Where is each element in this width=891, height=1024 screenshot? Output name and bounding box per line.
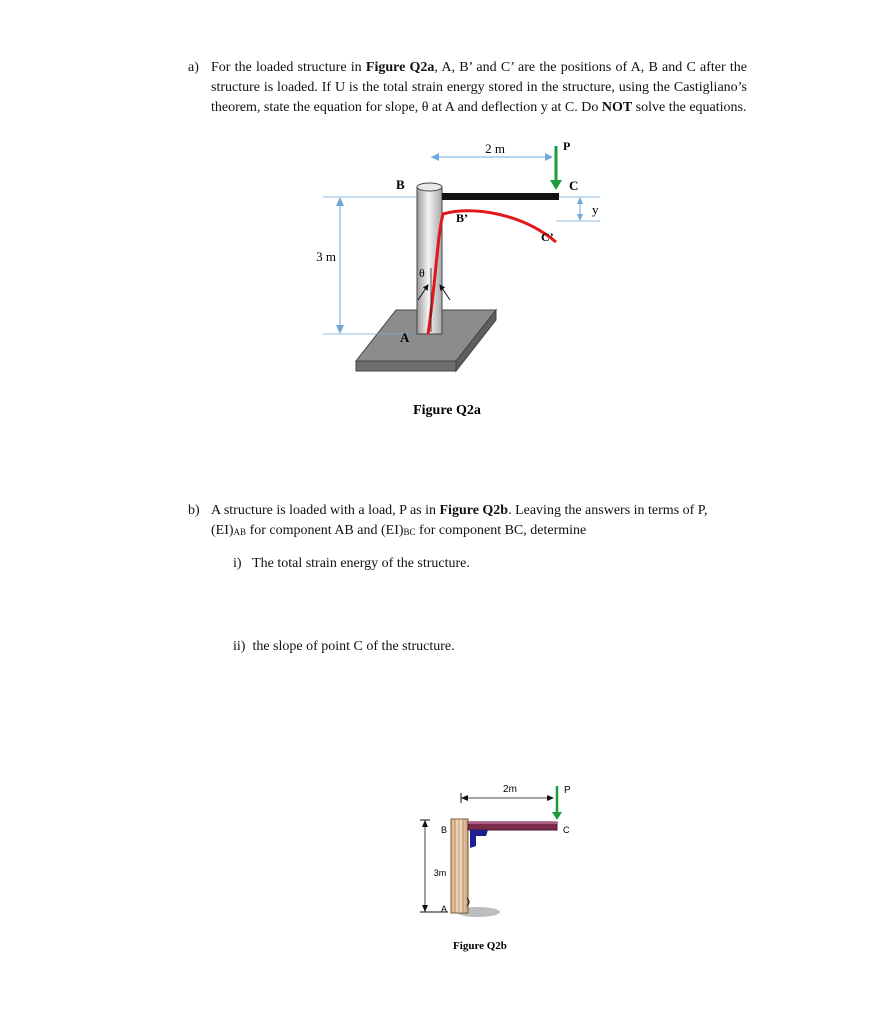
deflection-y-top-arrow bbox=[577, 197, 583, 204]
dimension-3m-bottom-arrow bbox=[336, 325, 344, 334]
label-theta: θ bbox=[419, 266, 425, 280]
label-b-C: C bbox=[563, 825, 570, 835]
figure-b-caption: Figure Q2b bbox=[453, 940, 507, 952]
question-a-text-2: , A, B’ and C’ are the positions of A, B and C after the structure is loaded. If U is the total strain energy stored in the structure, using the Castigliano’s theorem, state the equation for slope, θ at A and deflection y at C. Do bbox=[211, 60, 747, 115]
load-arrowhead bbox=[550, 180, 562, 190]
figure-a-caption: Figure Q2a bbox=[413, 403, 481, 418]
dimension-3m-top-arrow bbox=[336, 197, 344, 206]
horizontal-beam bbox=[442, 193, 559, 200]
label-P: P bbox=[563, 139, 571, 153]
question-b-text-2: . Leaving the answers in terms of P, bbox=[508, 503, 708, 518]
dimension-b-2m-label: 2m bbox=[503, 784, 517, 795]
question-b-text-3: for component AB and (EI) bbox=[246, 523, 404, 538]
question-b-text-4: for component BC, determine bbox=[415, 523, 587, 538]
dimension-b-3m-label: 3m bbox=[433, 868, 447, 878]
sub-question-i-text: The total strain energy of the structure. bbox=[252, 556, 470, 571]
question-b-ei-bc-sub: BC bbox=[403, 527, 416, 537]
question-b-label: b) bbox=[188, 503, 200, 518]
question-b-ei-ab: (EI) bbox=[211, 523, 234, 538]
label-A: A bbox=[400, 330, 410, 345]
deflection-y-label: y bbox=[592, 202, 599, 217]
label-C-prime: C’ bbox=[541, 230, 554, 244]
sub-question-ii-text: the slope of point C of the structure. bbox=[252, 639, 455, 654]
question-a-figure-ref: Figure Q2a bbox=[365, 60, 435, 75]
question-a-label: a) bbox=[188, 60, 199, 75]
question-b-figure-ref: Figure Q2b bbox=[439, 503, 509, 518]
question-b-ei-ab-sub: AB bbox=[233, 527, 247, 537]
label-b-P: P bbox=[564, 785, 571, 796]
label-C: C bbox=[569, 178, 579, 193]
question-a-text-1: For the loaded structure in bbox=[211, 60, 366, 75]
deflection-y-bottom-arrow bbox=[577, 214, 583, 221]
column bbox=[417, 183, 442, 334]
dimension-3m-label: 3 m bbox=[316, 249, 336, 264]
question-a-not: NOT bbox=[601, 100, 633, 115]
sub-question-ii-label: ii) bbox=[233, 639, 246, 654]
label-B: B bbox=[396, 177, 405, 192]
question-a-text-3: solve the equations. bbox=[632, 100, 747, 115]
dimension-2m-label: 2 m bbox=[485, 141, 505, 156]
sub-question-i-label: i) bbox=[233, 556, 242, 571]
label-b-A: A bbox=[441, 904, 448, 914]
dimension-2m-left-arrow bbox=[431, 153, 439, 161]
question-b-text-1: A structure is loaded with a load, P as in bbox=[211, 503, 440, 518]
label-b-B: B bbox=[441, 825, 448, 835]
label-B-prime: B’ bbox=[456, 211, 468, 225]
